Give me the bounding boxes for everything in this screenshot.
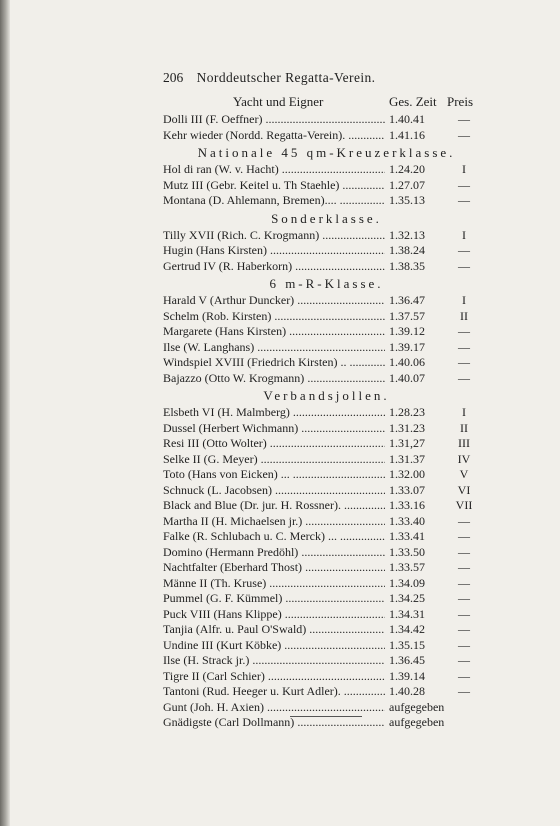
prize-rank: — bbox=[458, 606, 470, 621]
yacht-owner-entry: Männe II (Th. Kruse) ..... bbox=[163, 576, 385, 592]
yacht-owner-entry: Resi III (Otto Wolter) ..... bbox=[163, 436, 385, 452]
prize-rank: — bbox=[458, 637, 470, 652]
result-row bbox=[163, 700, 480, 716]
prize-rank: II bbox=[460, 308, 468, 323]
yacht-owner-entry: Gertrud IV (R. Haberkorn) ..... bbox=[163, 259, 385, 275]
result-row bbox=[163, 529, 480, 545]
total-time: 1.40.07 bbox=[389, 370, 425, 385]
yacht-owner-entry: Tilly XVII (Rich. C. Krogmann) ..... bbox=[163, 228, 385, 244]
total-time: 1.33.16 bbox=[389, 498, 425, 512]
yacht-owner-entry: Schnuck (L. Jacobsen) ..... bbox=[163, 483, 385, 499]
yacht-owner-entry: Tantoni (Rud. Heeger u. Kurt Adler). ..... bbox=[163, 684, 385, 700]
result-row bbox=[163, 622, 480, 638]
prize-rank: — bbox=[458, 560, 470, 574]
total-time: 1.32.00 bbox=[389, 467, 425, 481]
result-row bbox=[163, 715, 480, 731]
prize-rank: — bbox=[458, 324, 470, 338]
yacht-owner-entry: Schelm (Rob. Kirsten) ..... bbox=[163, 309, 385, 325]
result-row bbox=[163, 591, 480, 607]
total-time: 1.24.20 bbox=[389, 162, 425, 176]
result-row bbox=[163, 653, 480, 669]
total-time: 1.39.12 bbox=[389, 324, 425, 338]
total-time: 1.40.41 bbox=[389, 112, 425, 126]
prize-rank: IV bbox=[457, 451, 471, 466]
yacht-owner-entry: Falke (R. Schlubach u. C. Merck) ... ..... bbox=[163, 529, 385, 545]
prize-rank: — bbox=[458, 127, 470, 142]
yacht-owner-entry: Toto (Hans von Eicken) ... ..... bbox=[163, 467, 385, 483]
yacht-owner-entry: Selke II (G. Meyer) ..... bbox=[163, 452, 385, 468]
column-header-prize: Preis bbox=[447, 94, 473, 109]
prize-rank: — bbox=[458, 684, 470, 698]
prize-rank: — bbox=[458, 591, 470, 605]
result-row bbox=[163, 483, 480, 499]
result-row bbox=[163, 514, 480, 530]
total-time: 1.33.07 bbox=[389, 482, 425, 497]
prize-rank: VI bbox=[457, 482, 471, 497]
result-row bbox=[163, 309, 480, 325]
prize-rank: — bbox=[458, 529, 470, 543]
result-row bbox=[163, 669, 480, 685]
yacht-owner-entry: Tigre II (Carl Schier) ..... bbox=[163, 669, 385, 685]
result-row bbox=[163, 638, 480, 654]
total-time: 1.28.23 bbox=[389, 405, 425, 419]
results-table bbox=[163, 112, 480, 731]
prize-rank: — bbox=[458, 544, 470, 559]
yacht-owner-entry: Hugin (Hans Kirsten) ..... bbox=[163, 243, 385, 259]
result-row bbox=[163, 576, 480, 592]
result-row bbox=[163, 162, 480, 178]
yacht-owner-entry: Bajazzo (Otto W. Krogmann) ..... bbox=[163, 371, 385, 387]
yacht-owner-entry: Dolli III (F. Oeffner) ..... bbox=[163, 112, 385, 128]
yacht-owner-entry: Ilse (W. Langhans) ..... bbox=[163, 340, 385, 356]
prize-rank: — bbox=[458, 370, 470, 385]
prize-rank: — bbox=[458, 177, 470, 192]
yacht-owner-entry: Elsbeth VI (H. Malmberg) ..... bbox=[163, 405, 385, 421]
page-number: 206 bbox=[163, 70, 184, 85]
yacht-owner-entry: Kehr wieder (Nordd. Regatta-Verein). ..... bbox=[163, 128, 385, 144]
prize-rank: I bbox=[462, 293, 466, 307]
total-time: 1.41.16 bbox=[389, 127, 425, 142]
prize-rank: I bbox=[462, 405, 466, 419]
total-time: 1.34.42 bbox=[389, 622, 425, 636]
total-time: 1.34.25 bbox=[389, 591, 425, 605]
yacht-owner-entry: Mutz III (Gebr. Keitel u. Th Staehle) ..... bbox=[163, 178, 385, 194]
total-time: 1.39.14 bbox=[389, 668, 425, 683]
result-row bbox=[163, 112, 480, 128]
total-time: 1.33.41 bbox=[389, 529, 425, 543]
yacht-owner-entry: Nachtfalter (Eberhard Thost) ..... bbox=[163, 560, 385, 576]
result-row bbox=[163, 371, 480, 387]
prize-rank: V bbox=[459, 467, 469, 481]
yacht-owner-entry: Tanjia (Alfr. u. Paul O'Swald) ..... bbox=[163, 622, 385, 638]
total-time: 1.34.09 bbox=[389, 575, 425, 590]
section-title: Sonderklasse. bbox=[271, 210, 382, 226]
total-time: 1.35.13 bbox=[389, 193, 425, 207]
prize-rank: I bbox=[462, 227, 466, 242]
prize-rank: II bbox=[460, 420, 468, 435]
prize-rank: — bbox=[458, 243, 470, 257]
total-time: 1.31,27 bbox=[389, 436, 425, 450]
yacht-owner-entry: Margarete (Hans Kirsten) ..... bbox=[163, 324, 385, 340]
yacht-owner-entry: Martha II (H. Michaelsen jr.) ..... bbox=[163, 514, 385, 530]
section-title: Nationale 45 qm-Kreuzerklasse. bbox=[197, 145, 456, 160]
result-row bbox=[163, 452, 480, 468]
page-header bbox=[163, 70, 375, 86]
result-row bbox=[163, 243, 480, 259]
result-row bbox=[163, 498, 480, 514]
section-title: Verbandsjollen. bbox=[263, 388, 390, 403]
total-time: 1.38.35 bbox=[389, 258, 425, 273]
total-time: 1.37.57 bbox=[389, 308, 425, 323]
total-time: 1.33.40 bbox=[389, 513, 425, 528]
total-time: 1.31.37 bbox=[389, 451, 425, 466]
result-row bbox=[163, 436, 480, 452]
result-row bbox=[163, 293, 480, 309]
yacht-owner-entry: Pummel (G. F. Kümmel) ..... bbox=[163, 591, 385, 607]
column-header-time: Ges. Zeit bbox=[389, 94, 437, 109]
yacht-owner-entry: Hol di ran (W. v. Hacht) ..... bbox=[163, 162, 385, 178]
result-row bbox=[163, 193, 480, 209]
prize-rank: — bbox=[458, 193, 470, 207]
prize-rank: — bbox=[458, 258, 470, 273]
yacht-owner-entry: Montana (D. Ahlemann, Bremen).... ..... bbox=[163, 193, 385, 209]
yacht-owner-entry: Undine III (Kurt Köbke) ..... bbox=[163, 638, 385, 654]
result-row bbox=[163, 178, 480, 194]
prize-rank: — bbox=[458, 622, 470, 636]
yacht-owner-entry: Dussel (Herbert Wichmann) ..... bbox=[163, 421, 385, 437]
total-time: 1.33.50 bbox=[389, 544, 425, 559]
prize-rank: I bbox=[462, 162, 466, 176]
result-row bbox=[163, 324, 480, 340]
yacht-owner-entry: Domino (Hermann Predöhl) ..... bbox=[163, 545, 385, 561]
total-time: 1.36.47 bbox=[389, 293, 425, 307]
prize-rank: — bbox=[458, 513, 470, 528]
total-time: 1.33.57 bbox=[389, 560, 425, 574]
total-time: 1.38.24 bbox=[389, 243, 425, 257]
result-row bbox=[163, 228, 480, 244]
total-time: aufgegeben bbox=[389, 715, 445, 729]
total-time: 1.27.07 bbox=[389, 177, 425, 192]
result-row bbox=[163, 421, 480, 437]
prize-rank: — bbox=[458, 653, 470, 667]
yacht-owner-entry: Gnädigste (Carl Dollmann) ..... bbox=[163, 715, 385, 731]
result-row bbox=[163, 405, 480, 421]
prize-rank: — bbox=[458, 668, 470, 683]
prize-rank: III bbox=[458, 436, 470, 450]
section-title: 6 m-R-Klasse. bbox=[269, 276, 384, 291]
book-binding-shadow bbox=[0, 0, 10, 826]
yacht-owner-entry: Harald V (Arthur Duncker) ..... bbox=[163, 293, 385, 309]
total-time: 1.40.28 bbox=[389, 684, 425, 698]
column-header-entry: Yacht und Eigner bbox=[233, 94, 324, 109]
total-time: 1.34.31 bbox=[389, 606, 425, 621]
closing-rule bbox=[290, 716, 362, 717]
result-row bbox=[163, 607, 480, 623]
result-row bbox=[163, 560, 480, 576]
result-row bbox=[163, 467, 480, 483]
result-row bbox=[163, 684, 480, 700]
result-row bbox=[163, 259, 480, 275]
prize-rank: — bbox=[458, 355, 470, 369]
result-row bbox=[163, 545, 480, 561]
prize-rank: — bbox=[458, 575, 470, 590]
yacht-owner-entry: Ilse (H. Strack jr.) ..... bbox=[163, 653, 385, 669]
total-time: 1.40.06 bbox=[389, 355, 425, 369]
result-row bbox=[163, 128, 480, 144]
prize-rank: — bbox=[458, 112, 470, 126]
yacht-owner-entry: Black and Blue (Dr. jur. H. Rossner). ..... bbox=[163, 498, 385, 514]
prize-rank: — bbox=[458, 339, 470, 354]
column-headers bbox=[163, 94, 480, 110]
yacht-owner-entry: Puck VIII (Hans Klippe) ..... bbox=[163, 607, 385, 623]
total-time: 1.39.17 bbox=[389, 339, 425, 354]
total-time: 1.35.15 bbox=[389, 637, 425, 652]
total-time: 1.36.45 bbox=[389, 653, 425, 667]
page-running-title: Norddeutscher Regatta-Verein. bbox=[196, 70, 376, 85]
yacht-owner-entry: Gunt (Joh. H. Axien) ..... bbox=[163, 700, 385, 716]
total-time: 1.31.23 bbox=[389, 420, 425, 435]
yacht-owner-entry: Windspiel XVIII (Friedrich Kirsten) .. ..... bbox=[163, 355, 385, 371]
total-time: 1.32.13 bbox=[389, 227, 425, 242]
result-row bbox=[163, 355, 480, 371]
prize-rank: VII bbox=[455, 498, 473, 512]
total-time: aufgegeben bbox=[389, 699, 445, 714]
result-row bbox=[163, 340, 480, 356]
